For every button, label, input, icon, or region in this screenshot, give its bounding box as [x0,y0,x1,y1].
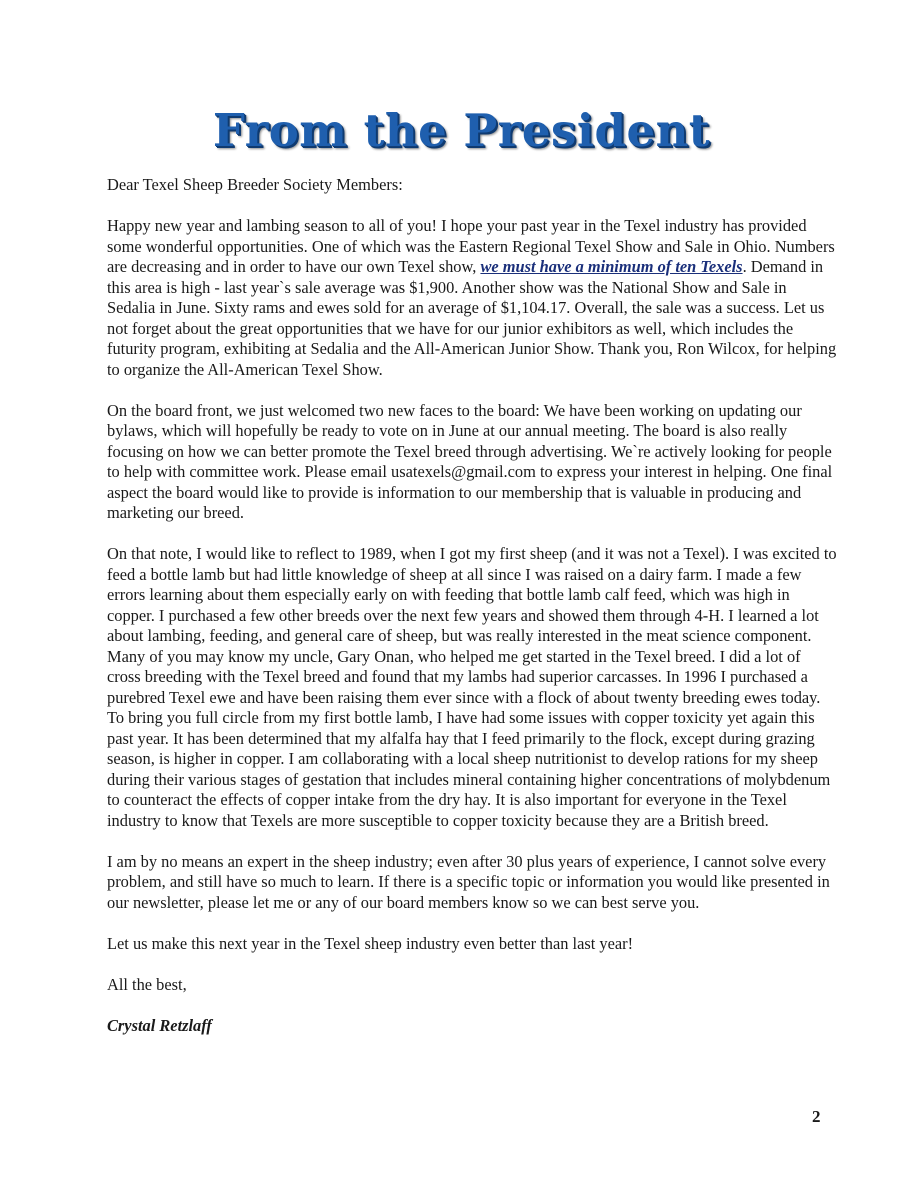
paragraph-expertise: I am by no means an expert in the sheep industry; even after 30 plus years of experience, I cannot solve every problem, and still have so much to learn. If there is a specific topic or information you would like presented in our newsletter, please let me or any of our board members know so we can best serve you. [107,851,830,912]
paragraph-board: On the board front, we just welcomed two new faces to the board: We have been working on updating our bylaws, which will hopefully be ready to vote on in June at our annual meeting. The board is also really focusing on how we can better promote the Texel breed through advertising. We`re actively looking for people to help with committee work. Please email usatexels@gmail.com to express your interest in helping. One final aspect the board would like to provide is information to our membership that is valuable in producing and marketing our breed. [107,400,833,522]
letter-body [107,175,837,1057]
page-title: From the President [212,104,711,157]
salutation: Dear Texel Sheep Breeder Society Members: [107,175,403,194]
page-number: 2 [812,1107,821,1126]
emphasis-minimum-texels: we must have a minimum of ten Texels [480,257,743,276]
paragraph-intro-start: Happy new year and lambing season to all of you! I hope your past year in the Texel industry has provided some wonderful opportunities. One of which was the Eastern Regional Texel Show and Sale in Ohio. Numbers are decreasing and in order to have our own Texel show, [107,216,835,276]
paragraph-intro-end: . Demand in this area is high - last year`s sale average was $1,900. Another show was the National Show and Sale in Sedalia in June. Sixty rams and ewes sold for an average of $1,104.17. Overall, the sale was a success. Let us not forget about the great opportunities that we have for our junior exhibitors as well, which includes the futurity program, exhibiting at Sedalia and the All-American Junior Show. Thank you, Ron Wilcox, for helping to organize the All-American Texel Show. [107,257,837,379]
paragraph-history: On that note, I would like to reflect to 1989, when I got my first sheep (and it was not a Texel). I was excited to feed a bottle lamb but had little knowledge of sheep at all since I was raised on a dairy farm. I made a few errors learning about them especially early on with feeding that bottle lamb calf feed, which was high in copper. I purchased a few other breeds over the next few years and showed them through 4-H. I learned a lot about lambing, feeding, and general care of sheep, but was really interested in the meat science component. Many of you may know my uncle, Gary Onan, who helped me get started in the Texel breed. I did a lot of cross breeding with the Texel breed and found that my lambs had superior carcasses. In 1996 I purchased a purebred Texel ewe and have been raising them ever since with a flock of about twenty breeding ewes today. To bring you full circle from my first bottle lamb, I have had some issues with copper toxicity yet again this past year. It has been determined that my alfalfa hay that I feed primarily to the flock, except during grazing season, is higher in copper. I am collaborating with a local sheep nutritionist to develop rations for my sheep during their various stages of gestation that includes mineral containing higher concentrations of molybdenum to counteract the effects of copper intake from the dry hay. It is also important for everyone in the Texel industry to know that Texels are more susceptible to copper toxicity because they are a British breed. [107,544,837,830]
paragraph-intro [107,216,837,380]
closing: All the best, [107,974,187,994]
signature: Crystal Retzlaff [107,1015,212,1035]
paragraph-wish: Let us make this next year in the Texel sheep industry even better than last year! [107,933,634,953]
